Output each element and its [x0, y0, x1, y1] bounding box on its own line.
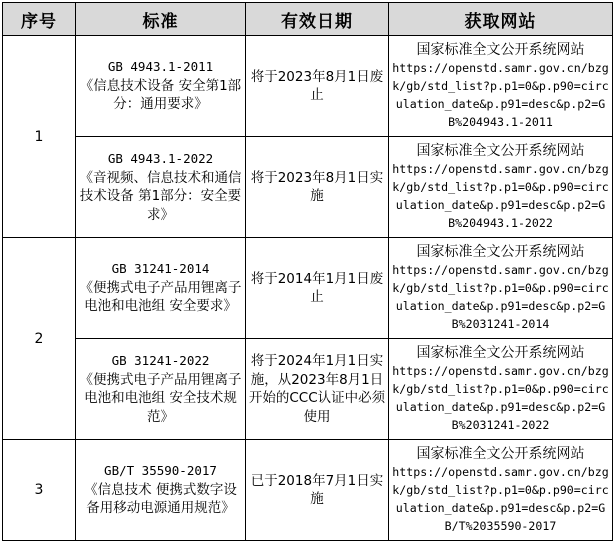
- standard-title: 《信息技术设备 安全第1部分：通用要求》: [79, 77, 242, 113]
- header-site: 获取网站: [389, 3, 613, 36]
- header-effective-date: 有效日期: [246, 3, 389, 36]
- table-row: [3, 440, 613, 541]
- standard-cell: [76, 238, 246, 339]
- effective-date: 已于2018年7月1日实施: [246, 440, 389, 541]
- site-name: 国家标准全文公开系统网站: [416, 143, 585, 159]
- standard-code: GB 31241-2014: [111, 261, 210, 277]
- effective-date: 将于2023年8月1日实施: [246, 137, 389, 238]
- header-standard: 标准: [76, 3, 246, 36]
- seq-cell: 3: [3, 440, 76, 541]
- site-name: 国家标准全文公开系统网站: [416, 244, 585, 260]
- site-name: 国家标准全文公开系统网站: [416, 42, 585, 58]
- standard-cell: [76, 36, 246, 137]
- site-url-link[interactable]: https://openstd.samr.gov.cn/bzgk/gb/std_list?p.p1=0&p.p90=circulation_date&p.p91=desc&p.p2=GB%2031241-2022: [392, 364, 609, 432]
- table-row: [3, 137, 613, 238]
- standard-title: 《音视频、信息技术和通信技术设备 第1部分：安全要求》: [79, 169, 242, 223]
- standard-cell: [76, 137, 246, 238]
- standard-cell: [76, 440, 246, 541]
- site-url-link[interactable]: https://openstd.samr.gov.cn/bzgk/gb/std_list?p.p1=0&p.p90=circulation_date&p.p91=desc&p.p2=GB%204943.1-2011: [392, 61, 609, 129]
- site-url-link[interactable]: https://openstd.samr.gov.cn/bzgk/gb/std_list?p.p1=0&p.p90=circulation_date&p.p91=desc&p.p2=GB%2031241-2014: [392, 263, 609, 331]
- site-url-link[interactable]: https://openstd.samr.gov.cn/bzgk/gb/std_list?p.p1=0&p.p90=circulation_date&p.p91=desc&p.p2=GB/T%2035590-2017: [392, 465, 609, 533]
- site-cell: [389, 137, 613, 238]
- effective-date: 将于2014年1月1日废止: [246, 238, 389, 339]
- standard-title: 《便携式电子产品用锂离子电池和电池组 安全要求》: [79, 279, 242, 315]
- site-cell: [389, 339, 613, 440]
- site-cell: [389, 440, 613, 541]
- site-name: 国家标准全文公开系统网站: [416, 345, 585, 361]
- seq-cell: 2: [3, 238, 76, 440]
- header-row: [3, 3, 613, 36]
- site-url-link[interactable]: https://openstd.samr.gov.cn/bzgk/gb/std_list?p.p1=0&p.p90=circulation_date&p.p91=desc&p.p2=GB%204943.1-2022: [392, 162, 609, 230]
- effective-date: 将于2023年8月1日废止: [246, 36, 389, 137]
- standard-cell: [76, 339, 246, 440]
- header-seq: 序号: [3, 3, 76, 36]
- table-row: [3, 36, 613, 137]
- site-cell: [389, 238, 613, 339]
- site-cell: [389, 36, 613, 137]
- standard-title: 《信息技术 便携式数字设备用移动电源通用规范》: [84, 481, 237, 517]
- effective-date: 将于2024年1月1日实施，从2023年8月1日开始的CCC认证中必须使用: [246, 339, 389, 440]
- seq-cell: 1: [3, 36, 76, 238]
- standard-title: 《便携式电子产品用锂离子电池和电池组 安全技术规范》: [79, 371, 242, 425]
- table-row: [3, 238, 613, 339]
- standard-code: GB 31241-2022: [111, 353, 210, 368]
- standards-table: [2, 2, 613, 541]
- table-row: [3, 339, 613, 440]
- standard-code: GB 4943.1-2011: [107, 59, 214, 75]
- standard-code: GB/T 35590-2017: [104, 463, 217, 479]
- site-name: 国家标准全文公开系统网站: [416, 446, 585, 462]
- standard-code: GB 4943.1-2022: [107, 151, 214, 166]
